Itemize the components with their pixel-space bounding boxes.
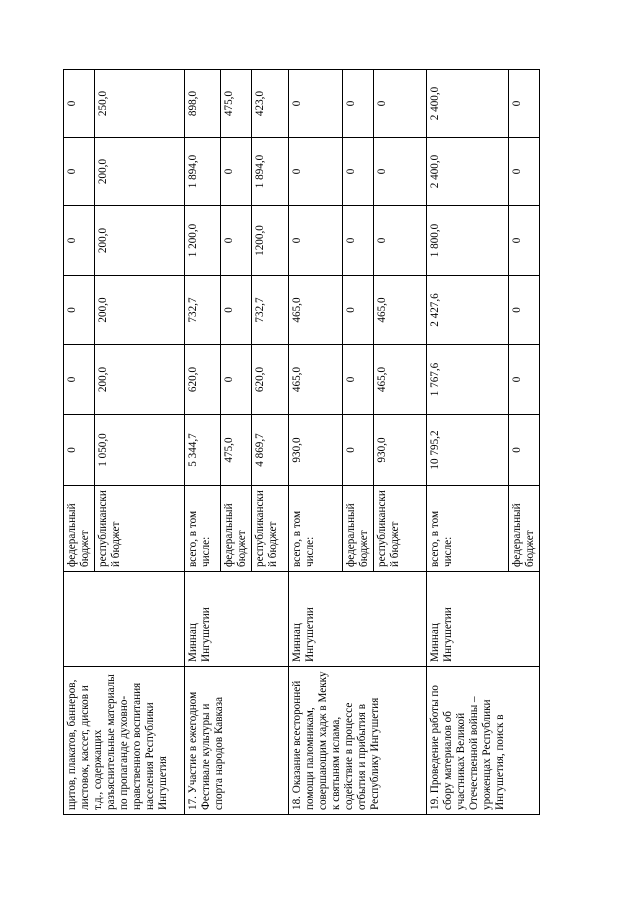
amount-cell: 1 894,0 <box>185 138 221 206</box>
amount-cell: 0 <box>509 345 540 415</box>
amount-cell: 200,0 <box>95 345 185 415</box>
table-row <box>427 70 509 815</box>
amount-cell: 0 <box>64 206 95 276</box>
table-row <box>185 70 221 815</box>
amount-cell: 4 869,7 <box>252 415 289 486</box>
amount-cell: 0 <box>343 70 374 138</box>
funding-source-cell: республиканский бюджет <box>252 486 289 572</box>
amount-cell: 0 <box>221 345 252 415</box>
amount-cell: 2 427,6 <box>427 276 509 345</box>
executor-cell: Миннац Ингушетии <box>289 572 427 667</box>
amount-cell: 423,0 <box>252 70 289 138</box>
amount-cell: 0 <box>509 415 540 486</box>
amount-cell: 250,0 <box>95 70 185 138</box>
funding-source-cell: федеральный бюджет <box>509 486 540 572</box>
amount-cell: 732,7 <box>252 276 289 345</box>
executor-cell <box>64 572 185 667</box>
amount-cell: 475,0 <box>221 70 252 138</box>
amount-cell: 0 <box>343 206 374 276</box>
measure-name-cell: 18. Оказание всесторонней помощи паломникам, совершающим хадж в Мекку к святыням ислама, содействие в процессе отбытия и прибытия в Республику Ингушетия <box>289 667 427 815</box>
amount-cell: 5 344,7 <box>185 415 221 486</box>
amount-cell: 620,0 <box>252 345 289 415</box>
amount-cell: 0 <box>221 138 252 206</box>
measure-name-cell: щитов, плакатов, баннеров, листовок, кассет, дисков и т.д., содержащих разъяснительные материалы по пропаганде духовно-нравственного воспитания населения Республики Ингушетия <box>64 667 185 815</box>
funding-source-cell: республиканский бюджет <box>95 486 185 572</box>
amount-cell: 1 894,0 <box>252 138 289 206</box>
amount-cell: 10 795,2 <box>427 415 509 486</box>
amount-cell: 200,0 <box>95 138 185 206</box>
amount-cell: 0 <box>509 70 540 138</box>
amount-cell: 0 <box>374 70 427 138</box>
amount-cell: 0 <box>289 70 343 138</box>
amount-cell: 1 050,0 <box>95 415 185 486</box>
amount-cell: 200,0 <box>95 206 185 276</box>
amount-cell: 0 <box>343 138 374 206</box>
amount-cell: 0 <box>64 415 95 486</box>
amount-cell: 2 400,0 <box>427 138 509 206</box>
amount-cell: 0 <box>509 138 540 206</box>
rotated-page <box>63 70 536 815</box>
amount-cell: 620,0 <box>185 345 221 415</box>
funding-source-cell: всего, в том числе: <box>185 486 221 572</box>
amount-cell: 0 <box>289 138 343 206</box>
table-row <box>289 70 343 815</box>
amount-cell: 930,0 <box>374 415 427 486</box>
amount-cell: 0 <box>221 206 252 276</box>
measure-name-cell: 17. Участие в ежегодном Фестивале культуры и спорта народов Кавказа <box>185 667 289 815</box>
amount-cell: 0 <box>289 206 343 276</box>
amount-cell: 898,0 <box>185 70 221 138</box>
amount-cell: 0 <box>64 138 95 206</box>
amount-cell: 200,0 <box>95 276 185 345</box>
executor-cell: Миннац Ингушетии <box>185 572 289 667</box>
amount-cell: 732,7 <box>185 276 221 345</box>
amount-cell: 0 <box>64 345 95 415</box>
funding-source-cell: федеральный бюджет <box>64 486 95 572</box>
amount-cell: 0 <box>509 206 540 276</box>
funding-source-cell: республиканский бюджет <box>374 486 427 572</box>
amount-cell: 465,0 <box>374 345 427 415</box>
amount-cell: 0 <box>221 276 252 345</box>
amount-cell: 1 200,0 <box>185 206 221 276</box>
amount-cell: 465,0 <box>289 276 343 345</box>
amount-cell: 0 <box>509 276 540 345</box>
measure-name-cell: 19. Проведение работы по сбору материалов об участниках Великой Отечественной войны – уроженцах Республики Ингушетия, поиск в <box>427 667 540 815</box>
amount-cell: 465,0 <box>289 345 343 415</box>
amount-cell: 0 <box>64 276 95 345</box>
amount-cell: 1200,0 <box>252 206 289 276</box>
amount-cell: 0 <box>343 415 374 486</box>
amount-cell: 930,0 <box>289 415 343 486</box>
amount-cell: 1 800,0 <box>427 206 509 276</box>
amount-cell: 0 <box>64 70 95 138</box>
amount-cell: 0 <box>343 345 374 415</box>
funding-source-cell: федеральный бюджет <box>221 486 252 572</box>
amount-cell: 0 <box>374 206 427 276</box>
amount-cell: 465,0 <box>374 276 427 345</box>
amount-cell: 2 400,0 <box>427 70 509 138</box>
amount-cell: 0 <box>343 276 374 345</box>
budget-table <box>63 69 540 815</box>
amount-cell: 1 767,6 <box>427 345 509 415</box>
executor-cell: Миннац Ингушетии <box>427 572 540 667</box>
funding-source-cell: всего, в том числе: <box>289 486 343 572</box>
funding-source-cell: федеральный бюджет <box>343 486 374 572</box>
amount-cell: 475,0 <box>221 415 252 486</box>
table-row <box>64 70 95 815</box>
amount-cell: 0 <box>374 138 427 206</box>
funding-source-cell: всего, в том числе: <box>427 486 509 572</box>
